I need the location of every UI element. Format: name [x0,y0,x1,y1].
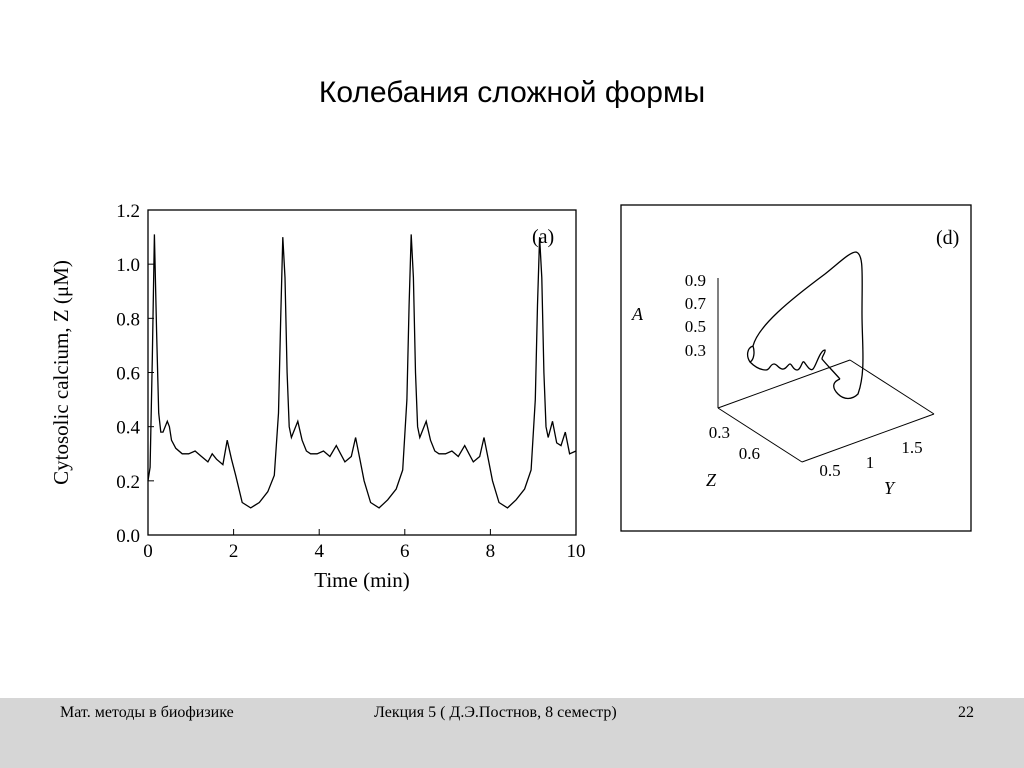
y-tick-label: 0.6 [116,363,140,385]
plot-frame [148,210,576,535]
x-tick-label: 0 [143,541,153,562]
footer-bar [0,698,1024,768]
a-tick-label: 0.9 [684,271,706,290]
y-axis-label: Y [884,478,895,498]
z-axis-label: Z [706,470,717,490]
panel-label-d: (d) [936,227,960,249]
a-tick-label: 0.3 [684,341,706,360]
y-tick-label: 0.8 [116,309,140,331]
footer-page-number: 22 [958,704,974,721]
x-tick-label: 6 [400,541,410,562]
x-axis-label: Time (min) [314,568,410,592]
a-tick-label: 0.5 [684,317,706,336]
y-tick-label: 1.0 [116,255,140,277]
y-tick-label: 0.5 [819,461,841,480]
a-tick-label: 0.7 [684,294,706,313]
z-tick-label: 0.3 [708,423,730,442]
footer-course-title: Мат. методы в биофизике [60,704,234,721]
calcium-series-line [148,234,576,508]
y-tick-label: 1 [865,453,875,472]
slide-title: Колебания сложной формы [318,76,706,109]
y-tick-label: 1.2 [116,201,140,222]
z-axis-line [718,408,802,462]
chart-d [620,204,972,534]
a-axis-label: A [632,304,643,324]
back-edge-line [718,360,850,408]
x-tick-label: 8 [485,541,496,562]
z-tick-label: 0.6 [738,444,760,463]
chart-a [40,190,600,600]
x-tick-label: 4 [314,541,324,562]
y-axis-label: Cytosolic calcium, Z (μM) [49,260,73,485]
y-tick-label: 0.0 [116,526,140,547]
x-tick-label: 2 [228,541,239,562]
panel-label-a: (a) [532,226,555,248]
panel-frame [621,205,971,531]
footer-lecture-info: Лекция 5 ( Д.Э.Постнов, 8 семестр) [374,704,617,721]
plot-area-border [148,210,576,535]
y-tick-label: 0.4 [116,417,140,439]
y-tick-label: 1.5 [901,438,923,457]
y-tick-label: 0.2 [116,471,140,493]
x-ticks [143,529,585,562]
x-tick-label: 10 [566,541,586,562]
